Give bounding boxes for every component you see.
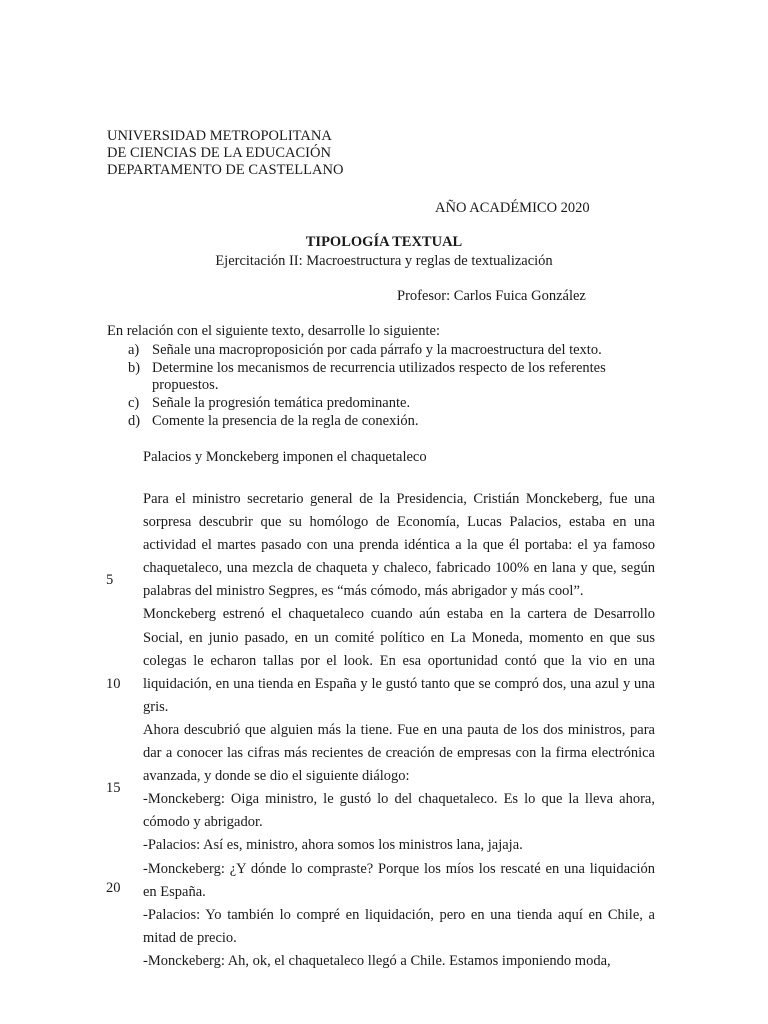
list-item-text: Señale una macroproposición por cada párrafo y la macroestructura del texto. [152, 342, 602, 358]
document-title: TIPOLOGÍA TEXTUAL [305, 234, 463, 250]
dialogue-line: -Monckeberg: ¿Y dónde lo compraste? Porque los míos los rescaté en una liquidación en España. [143, 860, 655, 900]
list-item [107, 413, 667, 430]
institution-name: UNIVERSIDAD METROPOLITANA [107, 128, 332, 144]
instructions-intro: En relación con el siguiente texto, desarrolle lo siguiente: [107, 323, 440, 339]
dialogue-line: -Monckeberg: Ah, ok, el chaquetaleco llegó a Chile. Estamos imponiendo moda, [143, 952, 611, 969]
list-item-text: Determine los mecanismos de recurrencia utilizados respecto de los referentes propuestos. [152, 360, 606, 393]
list-item [107, 360, 667, 394]
dialogue-line: -Monckeberg: Oiga ministro, le gustó lo del chaquetaleco. Es lo que la lleva ahora, cómodo y abrigador. [143, 791, 655, 831]
paragraph: Monckeberg estrenó el chaquetaleco cuando aún estaba en la cartera de Desarrollo Social, en junio pasado, en un comité político en La Moneda, momento en que sus colegas le echaron tallas por el look. En esa oportunidad contó que la vio en una liquidación, en una tienda en España y le gustó tanto que se compró dos, una azul y una gris. [143, 606, 655, 715]
list-item [107, 342, 667, 359]
academic-year: AÑO ACADÉMICO 2020 [435, 200, 590, 216]
article-body [143, 488, 655, 973]
institution-department: DEPARTAMENTO DE CASTELLANO [107, 162, 344, 178]
line-number: 5 [106, 572, 114, 588]
instructions-list [107, 342, 667, 431]
list-marker: c) [128, 395, 140, 411]
dialogue-line: -Palacios: Así es, ministro, ahora somos los ministros lana, jajaja. [143, 837, 523, 854]
list-item-text: Señale la progresión temática predominante. [152, 395, 411, 411]
line-number: 20 [106, 880, 121, 896]
list-marker: a) [128, 342, 140, 358]
list-item [107, 395, 667, 412]
list-marker: b) [128, 360, 141, 376]
document-subtitle: Ejercitación II: Macroestructura y reglas de textualización [215, 253, 553, 269]
institution-faculty: DE CIENCIAS DE LA EDUCACIÓN [107, 145, 331, 161]
line-number: 15 [106, 780, 121, 796]
paragraph: Para el ministro secretario general de la Presidencia, Cristián Monckeberg, fue una sorpresa descubrir que su homólogo de Economía, Lucas Palacios, estaba en una actividad el martes pasado con una prenda idéntica a la que él portaba: el ya famoso chaquetaleco, una mezcla de chaqueta y chaleco, fabricado 100% en lana y que, según palabras del ministro Segpres, es “más cómodo, más abrigador y más cool”. [143, 491, 655, 600]
text-title: Palacios y Monckeberg imponen el chaquetaleco [143, 449, 427, 465]
dialogue-line: -Palacios: Yo también lo compré en liquidación, pero en una tienda aquí en Chile, a mitad de precio. [143, 906, 655, 946]
paragraph: Ahora descubrió que alguien más la tiene. Fue en una pauta de los dos ministros, para dar a conocer las cifras más recientes de creación de empresas con la firma electrónica avanzada, y donde se dio el siguiente diálogo: [143, 721, 655, 785]
list-item-text: Comente la presencia de la regla de conexión. [152, 413, 419, 429]
institution-header [107, 128, 343, 179]
professor-name: Profesor: Carlos Fuica González [397, 288, 586, 304]
list-marker: d) [128, 413, 141, 429]
line-number: 10 [106, 676, 121, 692]
